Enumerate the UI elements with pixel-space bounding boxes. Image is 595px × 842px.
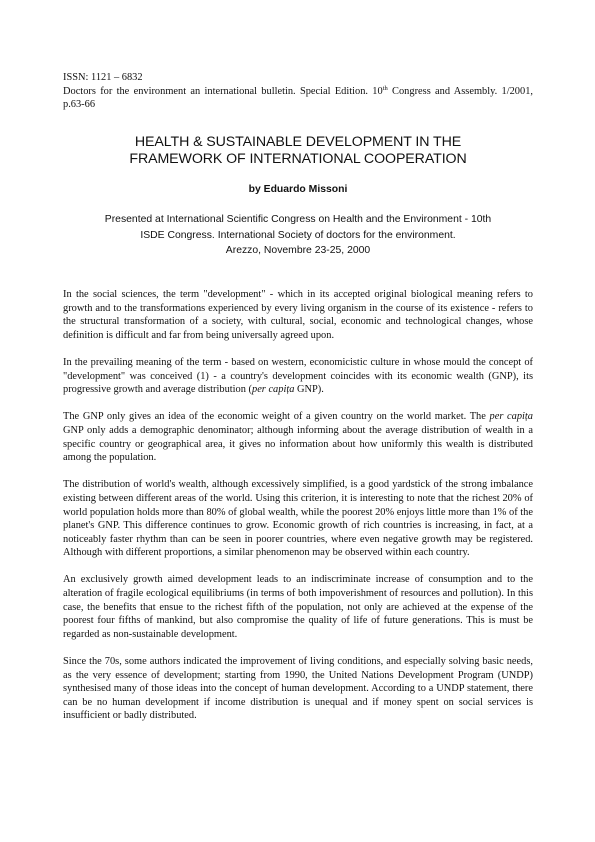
paragraph-1: In the social sciences, the term "development" - which in its accepted original biological meaning refers to growth and to the transformations experienced by every living organism in the course of its existence - refers to the structural transformation of a society, with cultural, social, economic and technological changes, whose definition is difficult and far from being universally agreed upon. (63, 289, 533, 341)
paragraph-5: An exclusively growth aimed development leads to an indiscriminate increase of consumption and to the alteration of fragile ecological equilibriums (in terms of both impoverishment of resources and pollution). In this case, the benefits that ensue to the richest fifth of the population, not only are achieved at the expense of the poorest four fifths of mankind, but also compromise the quality of life of future generations. This is must be regarded as non-sustainable development. (63, 574, 533, 640)
presentation-line-1: Presented at International Scientific Congress on Health and the Environment - 10th (104, 214, 492, 225)
issn-line: ISSN: 1121 – 6832 (63, 72, 143, 83)
journal-reference (63, 85, 533, 112)
title-line-1: HEALTH & SUSTAINABLE DEVELOPMENT IN THE (134, 134, 462, 150)
presentation-line-2: ISDE Congress. International Society of doctors for the environment. (140, 229, 456, 241)
journal-reference-rest: Congress and Assembly. 1/2001, p.63-66 (63, 85, 533, 111)
paper-title (63, 134, 533, 168)
author-byline: by Eduardo Missoni (248, 184, 348, 195)
paragraph-3 (63, 410, 533, 464)
paragraph-4: The distribution of world's wealth, although excessively simplified, is a good yardstick of the strong imbalance existing between different areas of the world. Using this criterion, it is interesting to note that the richest 20% of world population holds more than 80% of global wealth, while the poorest 20% enjoys little more than 1% of the planet's GNP. This difference continues to grow. Economic growth of rich countries is increasing, in fact, at a noticeably faster rhythm than can be seen in poorer countries, where even negative growth may be registered. Although with different proportions, a similar phenomenon may be observed within each country. (63, 479, 533, 559)
title-line-2: FRAMEWORK OF INTERNATIONAL COOPERATION (129, 151, 467, 167)
body-text (63, 288, 533, 737)
citation-header (63, 71, 533, 112)
presentation-note (63, 212, 533, 259)
paragraph-2-end: GNP). (294, 384, 324, 396)
paragraph-3-end: GNP only adds a demographic denominator; although informing about the average distribution of wealth in a specific country or geographical area, it gives no information about how uniformly this wealth is distributed among the population. (63, 424, 533, 464)
paragraph-6: Since the 70s, some authors indicated the improvement of living conditions, and especially solving basic needs, as the very essence of development; starting from 1990, the United Nations Development Program (UNDP) synthesised many of those ideas into the concept of human development. According to a UNDP statement, there can be no human development if income distribution is unequal and if money spent on social services is insufficient or badly distributed. (63, 656, 533, 722)
paragraph-2 (63, 356, 533, 397)
presentation-line-3: Arezzo, Novembre 23-25, 2000 (225, 245, 371, 256)
italic-term: per capița (489, 411, 534, 423)
ordinal-suffix: th (382, 84, 388, 92)
paragraph-3-text: The GNP only gives an idea of the economic weight of a given country on the world market. The (63, 411, 490, 423)
paragraph-2-text: In the prevailing meaning of the term - based on western, economicistic culture in whose mould the concept of "development" was conceived (1) - a country's development coincides with its economic wealth (GNP), its progressive growth and average distribution ( (63, 356, 533, 396)
journal-reference-text: Doctors for the environment an international bulletin. Special Edition. 10 (63, 85, 383, 97)
italic-term: per capița (252, 384, 295, 396)
